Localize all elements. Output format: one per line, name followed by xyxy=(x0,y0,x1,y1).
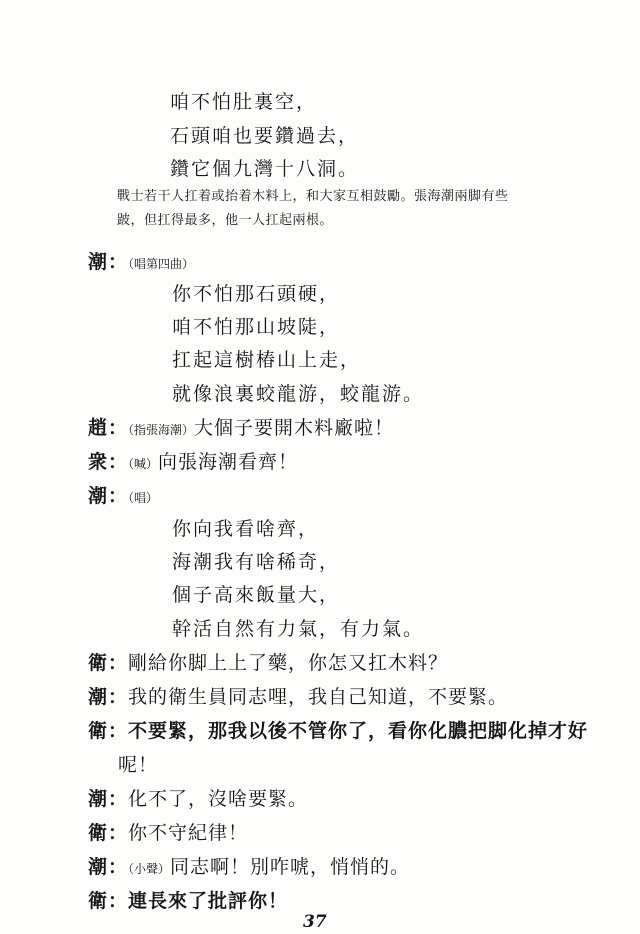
dialogue-line xyxy=(88,821,248,845)
speaker-label: 趙： xyxy=(88,417,129,439)
speaker-label: 衆： xyxy=(88,451,129,473)
stage-note: （唱第四曲） xyxy=(128,257,195,271)
dialogue-line xyxy=(88,719,588,743)
verse-line: 石頭咱也要鑽過去， xyxy=(170,125,360,147)
speaker-label: 衛： xyxy=(88,652,129,674)
dialogue-text: 同志啊！別咋唬，悄悄的。 xyxy=(170,856,411,878)
dialogue-line xyxy=(88,250,194,276)
dialogue-line xyxy=(88,484,158,510)
speaker-label: 潮： xyxy=(88,686,129,708)
speaker-label: 潮： xyxy=(88,251,129,273)
stage-note: （喊） xyxy=(128,457,159,471)
dialogue-text: 你不守紀律！ xyxy=(128,822,249,844)
dialogue-line xyxy=(88,450,298,476)
speaker-label: 衛： xyxy=(88,720,129,742)
stage-note: （指張海潮） xyxy=(128,423,195,437)
dialogue-line xyxy=(88,889,288,913)
speaker-label: 衛： xyxy=(88,822,129,844)
speaker-label: 潮： xyxy=(88,788,129,810)
dialogue-text: 連長來了批評你！ xyxy=(128,890,289,912)
stage-direction-line: 跛，但扛得最多，他一人扛起兩根。 xyxy=(117,213,334,228)
dialogue-line xyxy=(88,855,410,881)
verse-line: 咱不怕那山坡陡， xyxy=(172,316,341,338)
verse-line: 咱不怕肚裏空， xyxy=(170,91,318,113)
dialogue-line xyxy=(88,416,394,442)
dialogue-line xyxy=(88,685,508,709)
verse-line: 個子高來飯量大， xyxy=(172,584,341,606)
dialogue-line xyxy=(88,651,448,675)
dialogue-continuation: 呢！ xyxy=(118,754,159,776)
dialogue-text: 我的衛生員同志哩，我自己知道，不要緊。 xyxy=(128,686,509,708)
dialogue-text: 大個子要開木料廠啦！ xyxy=(194,417,395,439)
verse-line: 扛起這樹椿山上走， xyxy=(172,349,362,371)
verse-line: 就像浪裏蛟龍游，蛟龍游。 xyxy=(172,383,425,405)
dialogue-text: 化不了，沒啥要緊。 xyxy=(128,788,309,810)
dialogue-text: 剛給你脚上上了藥，你怎又扛木料？ xyxy=(128,652,449,674)
stage-direction-line: 戰士若干人扛着或抬着木料上，和大家互相鼓勵。張海潮兩脚有些 xyxy=(117,189,509,204)
verse-line: 幹活自然有力氣，有力氣。 xyxy=(172,618,425,640)
verse-line: 海潮我有啥稀奇， xyxy=(172,551,341,573)
speaker-label: 潮： xyxy=(88,485,129,507)
stage-note: （小聲） xyxy=(128,862,171,876)
dialogue-text: 不要緊，那我以後不管你了，看你化膿把脚化掉才好 xyxy=(128,720,589,742)
verse-line: 鑽它個九灣十八洞。 xyxy=(170,158,360,180)
dialogue-line xyxy=(88,787,308,811)
speaker-label: 衛： xyxy=(88,890,129,912)
verse-line: 你不怕那石頭硬， xyxy=(172,283,341,305)
speaker-label: 潮： xyxy=(88,856,129,878)
page-number: 37 xyxy=(303,912,327,932)
dialogue-text: 向張海潮看齊！ xyxy=(158,451,299,473)
verse-line: 你向我看啥齊， xyxy=(172,518,320,540)
stage-note: （唱） xyxy=(128,491,159,505)
